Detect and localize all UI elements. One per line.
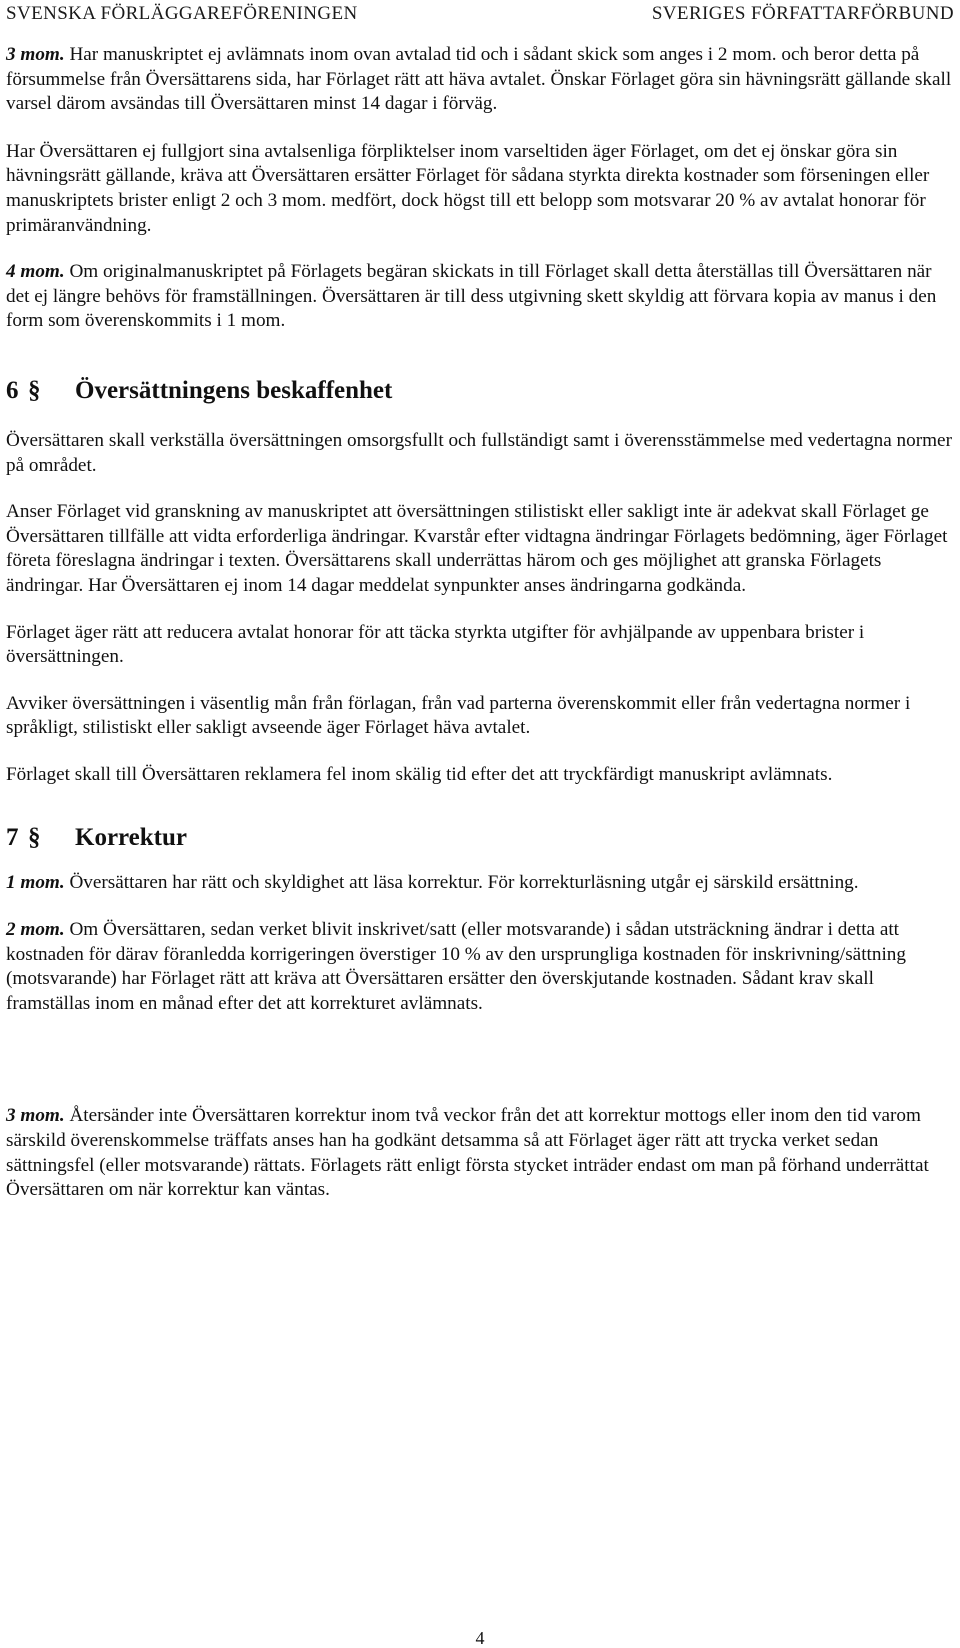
section-number: 7	[6, 824, 19, 852]
paragraph-text: Översättaren skall verkställa översättningen omsorgsfullt och fullständigt samt i överensstämmelse med vedertagna normer på området.	[6, 429, 952, 476]
section-6-paragraph-4	[6, 692, 954, 741]
section-7-paragraph-1-mom	[6, 871, 954, 896]
page-number: 4	[475, 1628, 485, 1648]
document-page	[6, 0, 954, 1648]
paragraph-text: Översättaren har rätt och skyldighet att läsa korrektur. För korrekturläsning utgår ej särskild ersättning.	[64, 872, 859, 894]
header-right-organization: SVERIGES FÖRFATTARFÖRBUND	[651, 3, 954, 24]
paragraph-text: Om Översättaren, sedan verket blivit inskrivet/satt (eller motsvarande) i sådan utsträckning ändrar i detta att kostnaden för därav föranledda korrigeringen överstiger 10 % av den ursprungliga kostnaden för inskrivning/sättning (motsvarande) har Förlaget rätt att kräva att Översättaren ersätter den överskjutande kostnaden. Sådant krav skall framställas inom en månad efter det att korrekturet avlämnats.	[6, 919, 906, 1014]
clause-label: 3 mom.	[6, 1105, 65, 1127]
section-6-paragraph-2	[6, 500, 954, 598]
section-title: Översättningens beskaffenhet	[75, 376, 393, 404]
section-number: 6	[6, 376, 19, 404]
paragraph-text: Förlaget äger rätt att reducera avtalat honorar för att täcka styrkta utgifter för avhjälpande av uppenbara brister i översättningen.	[6, 621, 865, 668]
section-6-paragraph-5	[6, 763, 954, 788]
paragraph-text: Anser Förlaget vid granskning av manuskriptet att översättningen stilistiskt eller sakligt inte är adekvat skall Förlaget ge Översättaren tillfälle att vidta erforderliga ändringar. Kvarstår efter vidtagna ändringar Förlagets bedömning, äger Förlaget företa föreslagna ändringar i texten. Översättarens skall underrättas härom och ges möjlighet att granska Förlagets ändringar. Har Översättaren ej inom 14 dagar meddelat synpunkter anses ändringarna godkända.	[6, 501, 948, 596]
section-sign: §	[28, 376, 41, 404]
section-6-heading	[6, 376, 954, 406]
section-6-paragraph-1	[6, 429, 954, 478]
paragraph-text: Avviker översättningen i väsentlig mån från förlagan, från vad parterna överenskommit eller från vedertagna normer i språkligt, stilistiskt eller sakligt avseende äger Förlaget häva avtalet.	[6, 692, 911, 739]
clause-label: 4 mom.	[6, 261, 65, 283]
clause-label: 1 mom.	[6, 872, 65, 894]
paragraph-text: Återsänder inte Översättaren korrektur inom två veckor från det att korrektur mottogs eller inom den tid varom särskild överenskommelse träffats anses han ha godkänt detsamma så att Förlaget äger rätt att trycka verket sedan sättningsfel (eller motsvarande) rättats. Förlagets rätt enligt första stycket inträder endast om man på förhand underrättat Översättaren om när korrektur kan väntas.	[6, 1105, 929, 1201]
paragraph-3-mom	[6, 43, 954, 117]
section-7-paragraph-3-mom	[6, 1104, 954, 1202]
clause-label: 2 mom.	[6, 919, 65, 941]
section-6-paragraph-3	[6, 621, 954, 670]
paragraph-text: Har manuskriptet ej avlämnats inom ovan avtalad tid och i sådant skick som anges i 2 mom. och beror detta på försummelse från Översättarens sida, har Förlaget rätt att häva avtalet. Önskar Förlaget göra sin hävningsrätt gällande skall varsel därom avsändas till Översättaren minst 14 dagar i förväg.	[6, 44, 952, 115]
section-sign: §	[28, 824, 41, 852]
clause-label: 3 mom.	[6, 44, 65, 65]
paragraph-breach-costs	[6, 140, 954, 238]
paragraph-text: Förlaget skall till Översättaren reklamera fel inom skälig tid efter det att tryckfärdigt manuskript avlämnats.	[6, 763, 833, 785]
running-header	[6, 0, 954, 30]
header-left-organization: SVENSKA FÖRLÄGGAREFÖRENINGEN	[6, 3, 358, 24]
paragraph-text: Har Översättaren ej fullgjort sina avtalsenliga förpliktelser inom varseltiden äger Förlaget, om det ej önskar göra sin hävningsrätt gällande, kräva att Översättaren ersätter Förlaget för sådana styrkta direkta kostnader som förseningen eller manuskriptets brister enligt 2 och 3 mom. medfört, dock högst till ett belopp som motsvarar 20 % av avtalat honorar för primäranvändning.	[6, 140, 930, 236]
paragraph-4-mom	[6, 260, 954, 334]
paragraph-text: Om originalmanuskriptet på Förlagets begäran skickats in till Förlaget skall detta återställas till Översättaren när det ej längre behövs för framställningen. Översättaren är till dess utgivning skett skyldig att förvara kopia av manus i den form som överenskommits i 1 mom.	[6, 261, 937, 332]
section-7-heading	[6, 823, 954, 853]
section-title: Korrektur	[75, 824, 188, 852]
section-7-paragraph-2-mom	[6, 918, 954, 1016]
